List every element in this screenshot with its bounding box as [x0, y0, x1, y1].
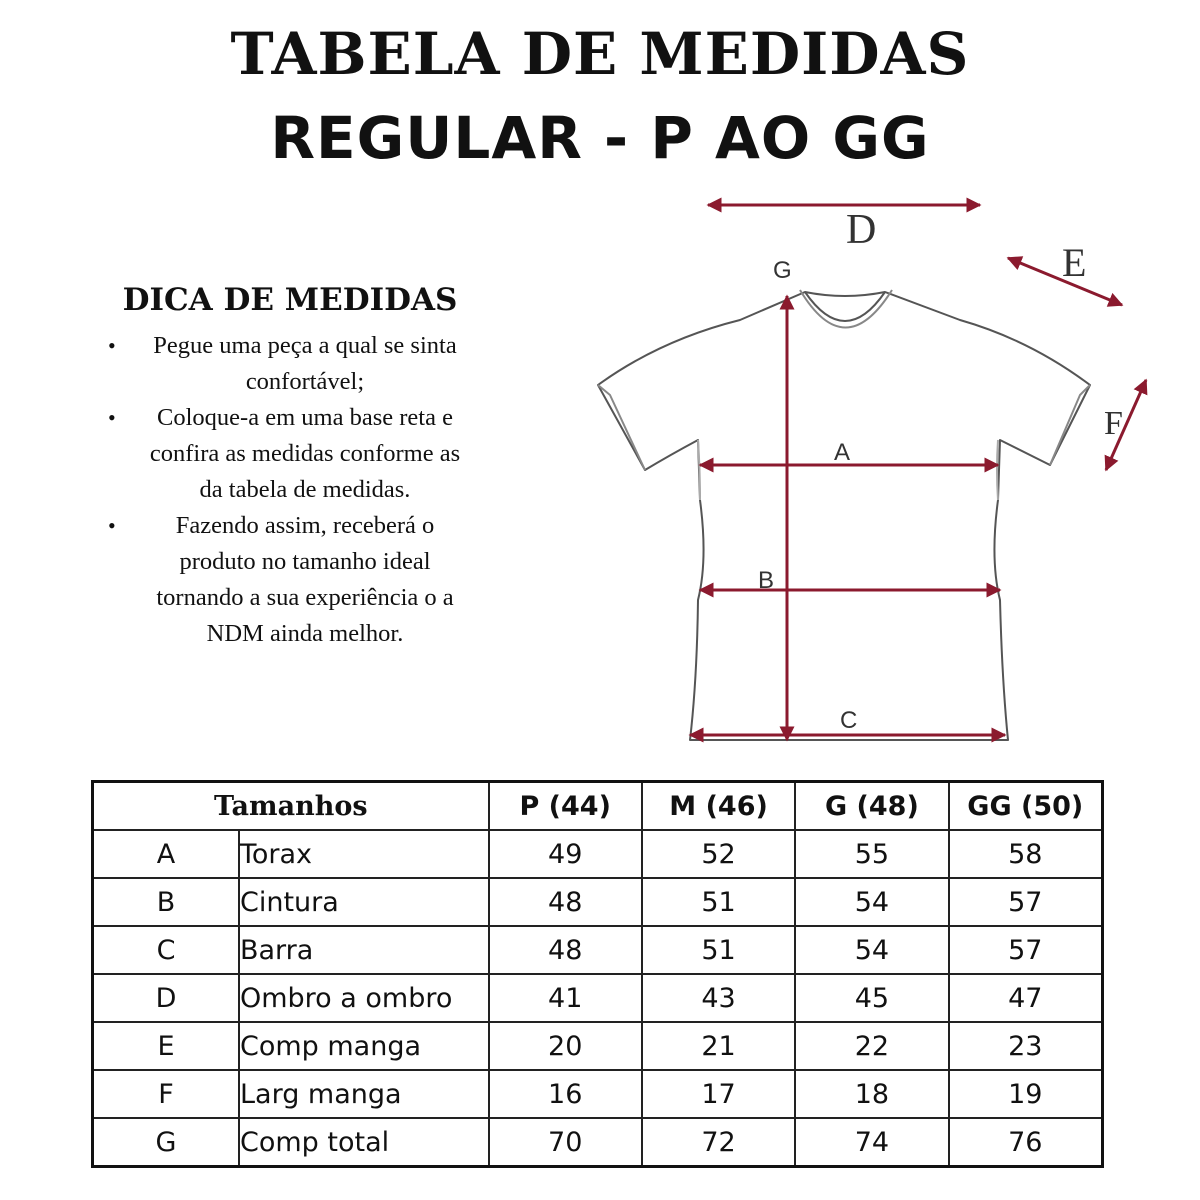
tip-item: [100, 400, 480, 508]
measure-value: 23: [949, 1022, 1103, 1070]
measure-value: 54: [795, 878, 948, 926]
measure-value: 17: [642, 1070, 795, 1118]
measurement-tips: [100, 282, 480, 652]
size-column-header: GG (50): [949, 782, 1103, 831]
page-title-line-1: TABELA DE MEDIDAS: [230, 20, 970, 88]
measure-value: 51: [642, 878, 795, 926]
measure-name: Torax: [239, 830, 489, 878]
measure-value: 22: [795, 1022, 948, 1070]
bullet-icon: •: [108, 405, 116, 430]
table-header-row: [93, 782, 1103, 831]
measure-code: D: [93, 974, 239, 1022]
measure-value: 21: [642, 1022, 795, 1070]
size-column-header: M (46): [642, 782, 795, 831]
tip-item: [100, 328, 480, 400]
table-row: [93, 974, 1103, 1022]
measure-code: F: [93, 1070, 239, 1118]
measure-code: G: [93, 1118, 239, 1167]
measure-name: Cintura: [239, 878, 489, 926]
measure-value: 55: [795, 830, 948, 878]
measure-code: E: [93, 1022, 239, 1070]
measure-value: 72: [642, 1118, 795, 1167]
measure-value: 16: [489, 1070, 642, 1118]
sizes-header: Tamanhos: [93, 782, 489, 831]
measure-value: 76: [949, 1118, 1103, 1167]
table-row: [93, 1070, 1103, 1118]
size-column-header: P (44): [489, 782, 642, 831]
table-row: [93, 830, 1103, 878]
measure-name: Comp total: [239, 1118, 489, 1167]
table-row: [93, 1118, 1103, 1167]
measure-value: 54: [795, 926, 948, 974]
measure-name: Ombro a ombro: [239, 974, 489, 1022]
label-a: A: [834, 439, 851, 466]
measure-name: Larg manga: [239, 1070, 489, 1118]
bullet-icon: •: [108, 333, 116, 358]
table-row: [93, 926, 1103, 974]
measure-value: 48: [489, 926, 642, 974]
measure-code: A: [93, 830, 239, 878]
measure-value: 57: [949, 878, 1103, 926]
bullet-icon: •: [108, 513, 116, 538]
measure-value: 43: [642, 974, 795, 1022]
label-d: D: [846, 207, 877, 253]
measure-name: Barra: [239, 926, 489, 974]
page-title-line-2: REGULAR - P AO GG: [270, 104, 930, 172]
measure-value: 52: [642, 830, 795, 878]
tips-list: [100, 328, 480, 652]
measure-value: 18: [795, 1070, 948, 1118]
tips-heading: DICA DE MEDIDAS: [122, 282, 458, 318]
tip-item: [100, 508, 480, 652]
size-column-header: G (48): [795, 782, 948, 831]
label-f: F: [1104, 405, 1123, 442]
label-g: G: [773, 257, 792, 284]
measure-code: C: [93, 926, 239, 974]
tshirt-measurement-diagram: [580, 180, 1160, 760]
measure-value: 41: [489, 974, 642, 1022]
measure-value: 19: [949, 1070, 1103, 1118]
tshirt-outline: [598, 290, 1090, 740]
table-row: [93, 1022, 1103, 1070]
measure-name: Comp manga: [239, 1022, 489, 1070]
measure-value: 51: [642, 926, 795, 974]
label-b: B: [758, 567, 775, 594]
tip-text: Coloque-a em uma base reta e confira as medidas conforme as da tabela de medidas.: [149, 404, 461, 503]
label-c: C: [840, 707, 858, 734]
measure-value: 49: [489, 830, 642, 878]
measure-value: 57: [949, 926, 1103, 974]
measure-value: 45: [795, 974, 948, 1022]
measure-value: 47: [949, 974, 1103, 1022]
measure-value: 70: [489, 1118, 642, 1167]
measure-value: 48: [489, 878, 642, 926]
measure-code: B: [93, 878, 239, 926]
size-chart-table: [91, 780, 1104, 1168]
label-e: E: [1062, 240, 1087, 285]
tip-text: Pegue uma peça a qual se sinta confortável;: [153, 332, 457, 395]
measure-value: 74: [795, 1118, 948, 1167]
measure-value: 20: [489, 1022, 642, 1070]
tip-text: Fazendo assim, receberá o produto no tamanho ideal tornando a sua experiência o a NDM ainda melhor.: [156, 512, 454, 647]
measure-value: 58: [949, 830, 1103, 878]
table-row: [93, 878, 1103, 926]
